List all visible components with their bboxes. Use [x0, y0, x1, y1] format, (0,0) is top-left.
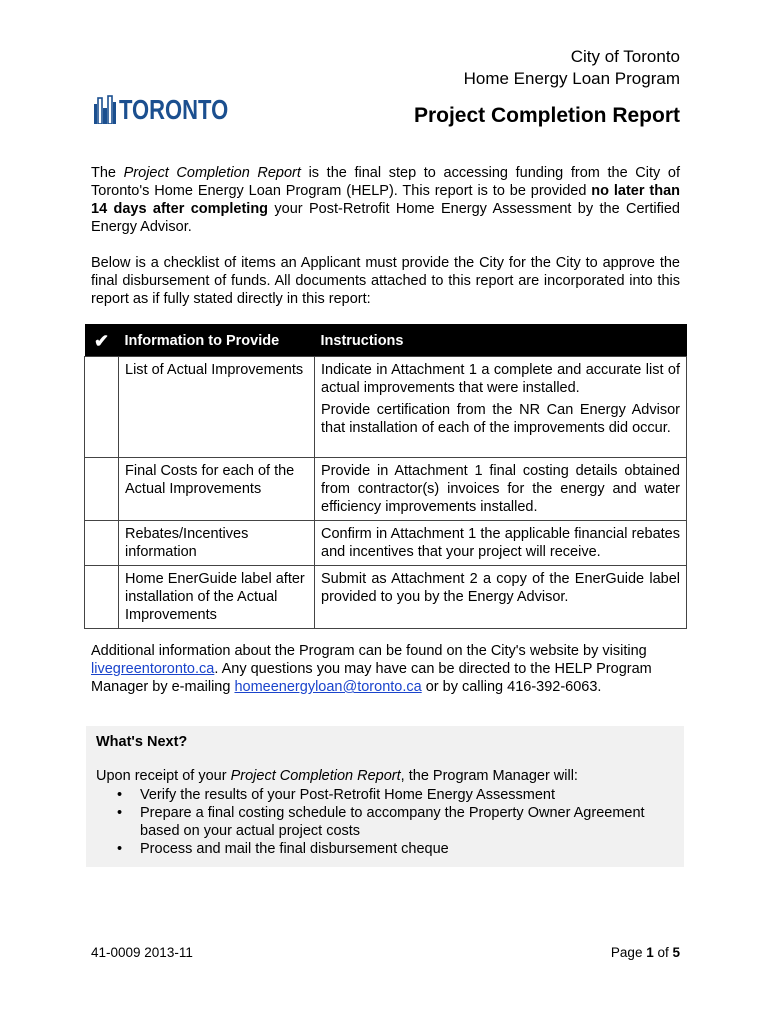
- contact-paragraph: [91, 642, 680, 696]
- program-name: Home Energy Loan Program: [463, 69, 680, 88]
- table-row: [85, 357, 687, 458]
- city-hall-icon: [93, 94, 117, 124]
- header-block: [464, 46, 680, 90]
- form-code: 41-0009 2013-11: [91, 945, 193, 960]
- table-row: [85, 458, 687, 521]
- list-item: • Verify the results of your Post-Retrofit Home Energy Assessment: [96, 786, 676, 804]
- checklist-table: [84, 324, 687, 629]
- instructions-cell: [315, 357, 687, 458]
- instruction-text: Indicate in Attachment 1 a complete and accurate list of actual improvements that were installed.: [321, 362, 680, 396]
- whats-next-title: What's Next?: [96, 734, 188, 750]
- list-item: • Process and mail the final disbursement cheque: [96, 840, 676, 858]
- org-name: City of Toronto: [570, 47, 680, 66]
- intro-text: is the final step to accessing funding from the City of Toronto's Home Energy Loan Program (HELP). This report is to be provided: [91, 165, 680, 199]
- page-current: 1: [646, 945, 654, 960]
- contact-text: or by calling 416-392-6063.: [421, 679, 602, 695]
- whats-next-box: [86, 726, 684, 867]
- intro-text: The: [91, 165, 124, 181]
- whats-next-report-name: Project Completion Report: [230, 768, 401, 784]
- list-item: • Prepare a final costing schedule to accompany the Property Owner Agreement based on your actual project costs: [96, 804, 676, 840]
- checkbox-cell[interactable]: [85, 566, 119, 629]
- page-label: Page: [610, 945, 647, 960]
- logo-wordmark: TORONTO: [119, 94, 229, 126]
- instructions-header: Instructions: [315, 324, 687, 357]
- instruction-text: Provide certification from the NR Can Energy Advisor that installation of each of the improvements did occur.: [321, 402, 680, 436]
- intro-text: your Post-Retrofit Home Energy Assessment by the Certified Energy Advisor.: [91, 201, 680, 235]
- page-of: of: [653, 945, 673, 960]
- instructions-cell: Confirm in Attachment 1 the applicable financial rebates and incentives that your project will receive.: [315, 521, 687, 566]
- info-header: Information to Provide: [119, 324, 315, 357]
- checkmark-header: ✔: [85, 324, 119, 357]
- whats-next-text: , the Program Manager will:: [400, 768, 578, 784]
- page-total: 5: [672, 945, 680, 960]
- intro-paragraph-2: Below is a checklist of items an Applicant must provide the City for the City to approve the final disbursement of funds. All documents attached to this report are incorporated into this report as if fully stated directly in this report:: [91, 255, 680, 307]
- info-cell: Final Costs for each of the Actual Improvements: [119, 458, 315, 521]
- checkbox-cell[interactable]: [85, 521, 119, 566]
- table-row: [85, 566, 687, 629]
- intro-paragraph-1: [91, 164, 680, 236]
- intro-report-name: Project Completion Report: [123, 165, 301, 181]
- info-cell: Home EnerGuide label after installation of the Actual Improvements: [119, 566, 315, 629]
- page-title: Project Completion Report: [413, 104, 680, 127]
- page-number: [611, 945, 680, 960]
- table-header-row: [85, 324, 687, 357]
- email-link[interactable]: homeenergyloan@toronto.ca: [234, 679, 422, 695]
- website-link[interactable]: livegreentoronto.ca: [91, 661, 215, 677]
- instructions-cell: Provide in Attachment 1 final costing details obtained from contractor(s) invoices for the energy and water efficiency improvements installed.: [315, 458, 687, 521]
- whats-next-text: Upon receipt of your: [96, 768, 231, 784]
- contact-text: Additional information about the Program can be found on the City's website by visiting: [91, 643, 647, 659]
- checkbox-cell[interactable]: [85, 357, 119, 458]
- contact-text: . Any questions you may have can be directed to the HELP Program Manager by e-mailing: [91, 661, 652, 695]
- intro-deadline: no later than 14 days after completing: [91, 183, 681, 217]
- checkbox-cell[interactable]: [85, 458, 119, 521]
- whats-next-intro: [96, 768, 578, 784]
- instructions-cell: Submit as Attachment 2 a copy of the EnerGuide label provided to you by the Energy Advisor.: [315, 566, 687, 629]
- info-cell: List of Actual Improvements: [119, 357, 315, 458]
- whats-next-list: [96, 786, 676, 858]
- info-cell: Rebates/Incentives information: [119, 521, 315, 566]
- table-row: [85, 521, 687, 566]
- toronto-logo: [93, 88, 228, 124]
